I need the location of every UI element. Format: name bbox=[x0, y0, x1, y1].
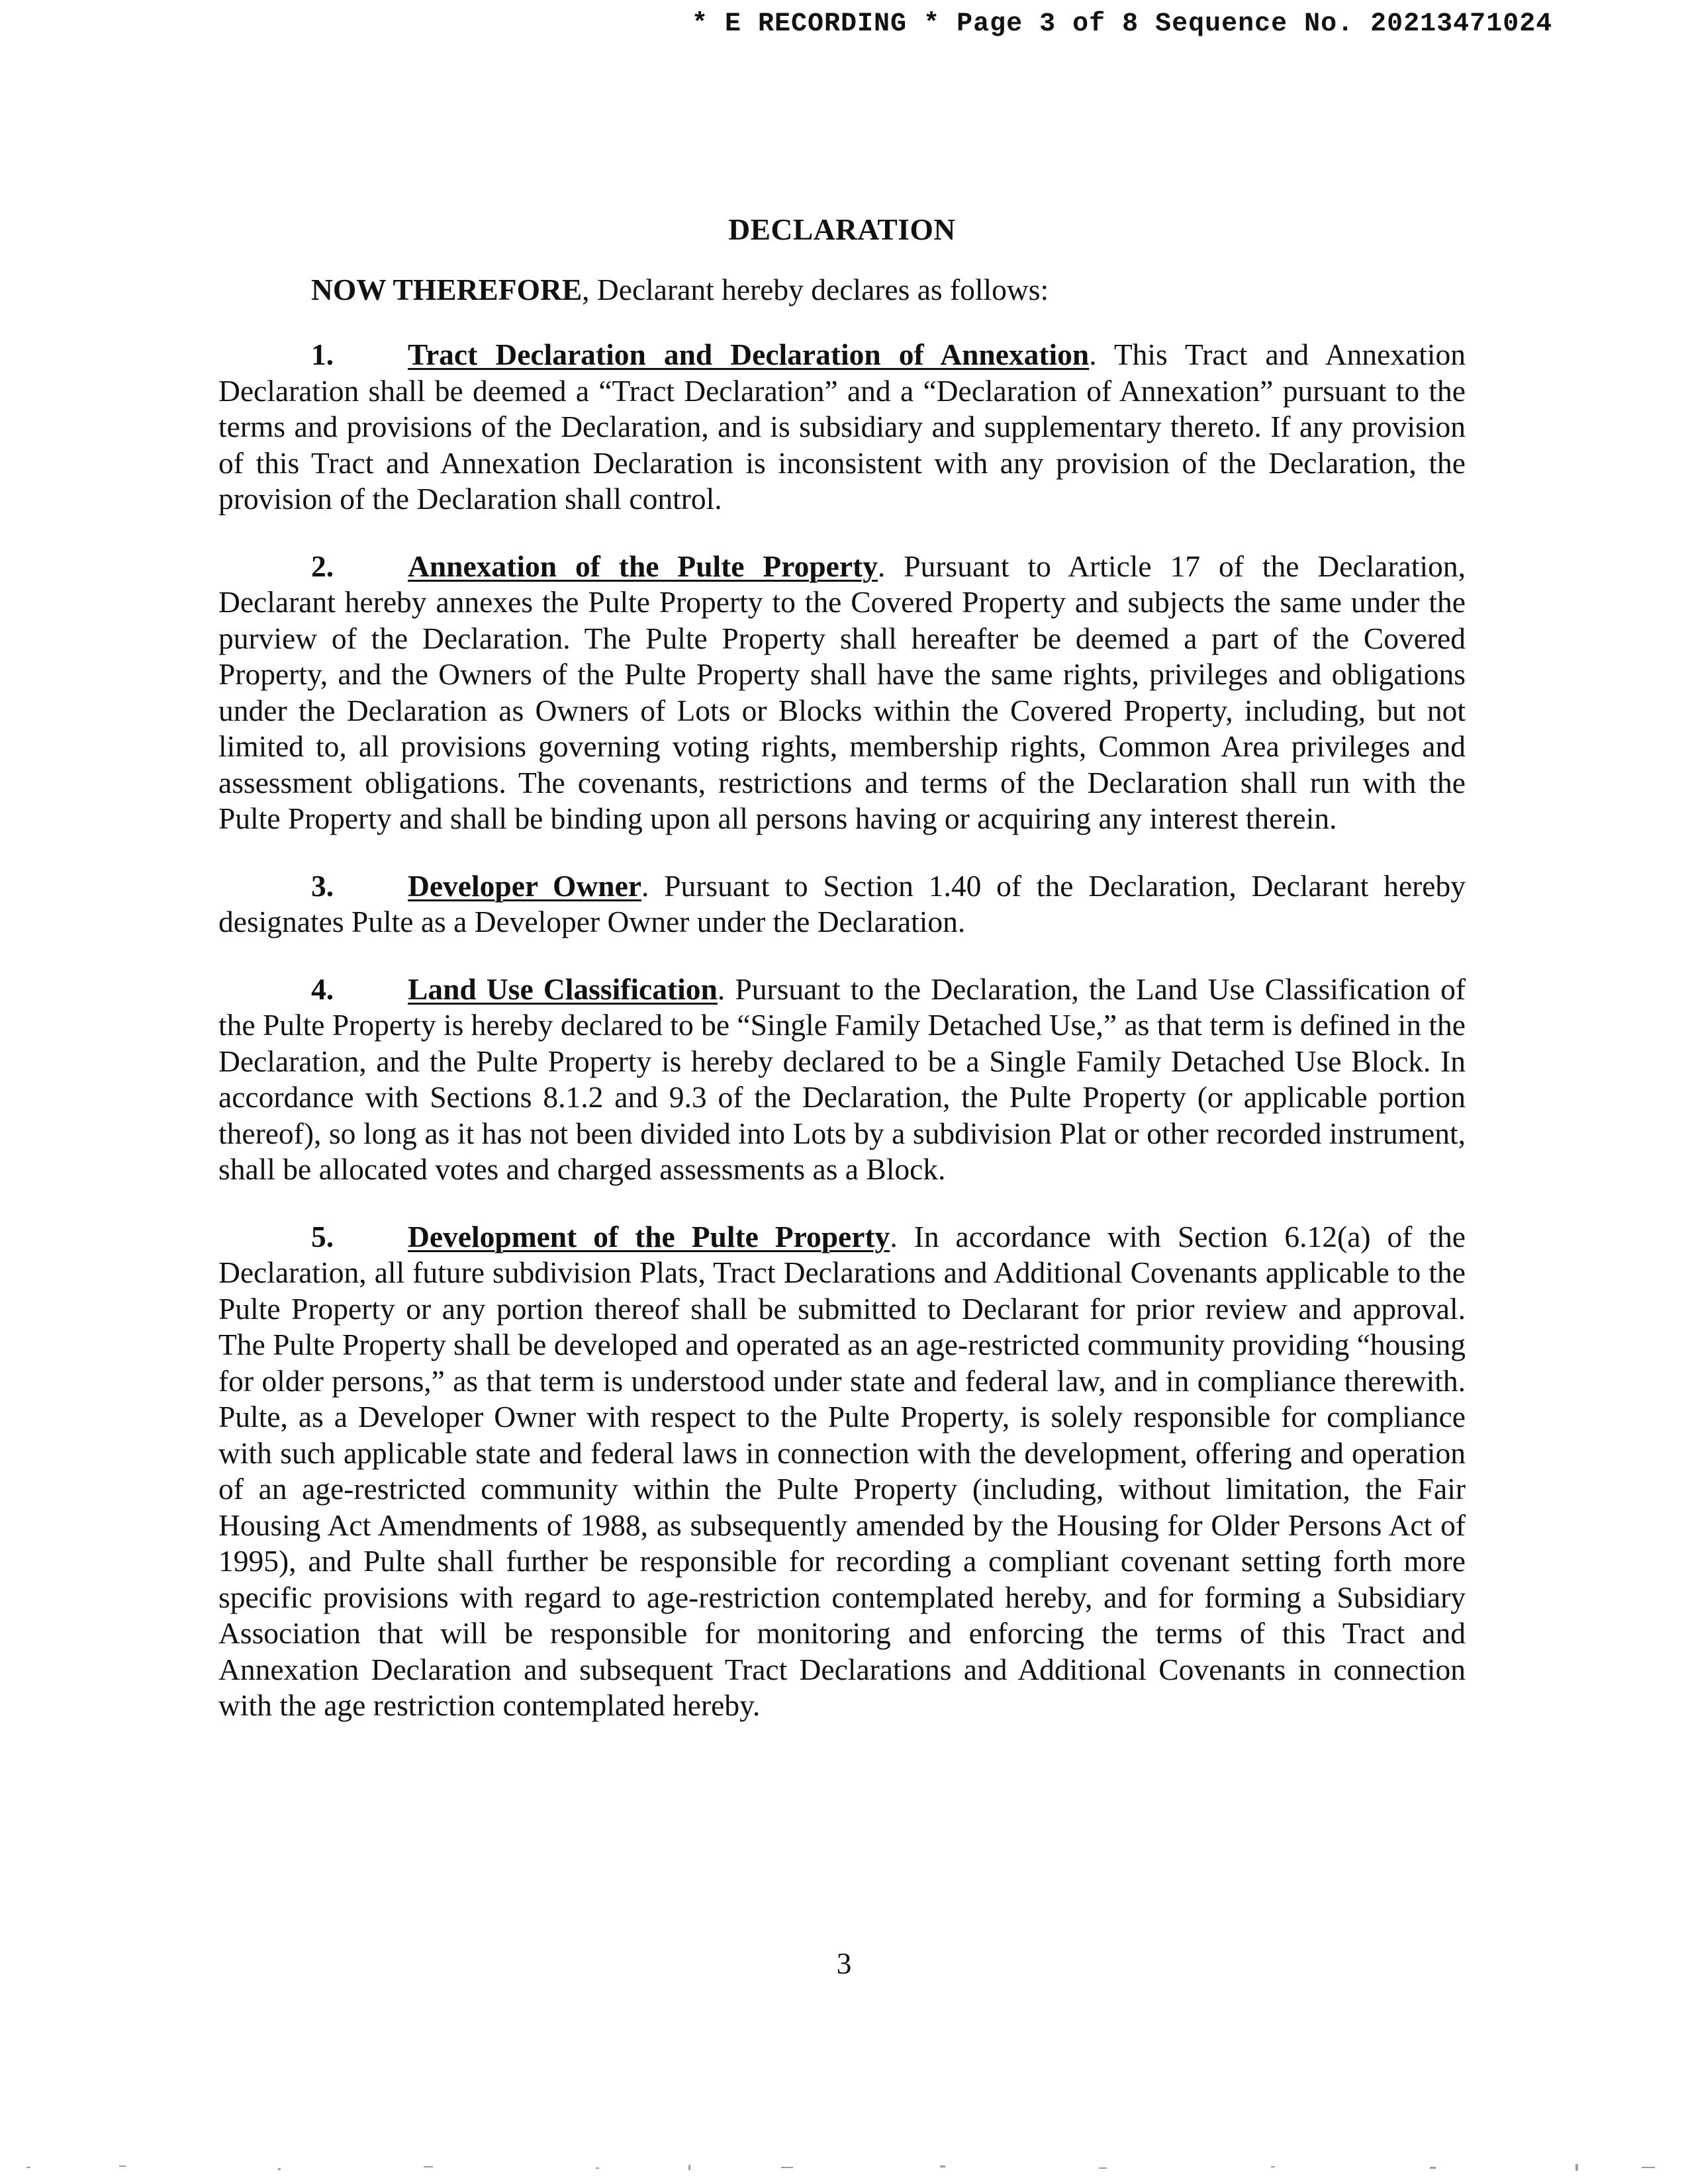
section-text: . Pursuant to Article 17 of the Declaration, Declarant hereby annexes the Pulte Property to the Covered Property and subjects the same under the purview of the Declaration. The Pulte Property shall hereafter be deemed a part of the Covered Property, and the Owners of the Pulte Property shall have the same rights, privileges and obligations under the Declaration as Owners of Lots or Blocks within the Covered Property, including, but not limited to, all provisions governing voting rights, membership rights, Common Area privileges and assessment obligations. The covenants, restrictions and terms of the Declaration shall run with the Pulte Property and shall be binding upon all persons having or acquiring any interest therein. bbox=[218, 549, 1466, 835]
section-heading: Developer Owner bbox=[408, 868, 642, 903]
scan-artifact-strip bbox=[0, 2159, 1688, 2175]
section-number: 3. bbox=[311, 868, 334, 903]
section-heading: Land Use Classification bbox=[408, 972, 718, 1006]
section-text: . Pursuant to the Declaration, the Land Use Classification of the Pulte Property is hereby declared to be “Single Family Detached Use,” as that term is defined in the Declaration, and the Pulte Property is hereby declared to be a Single Family Detached Use Block. In accordance with Sections 8.1.2 and 9.3 of the Declaration, the Pulte Property (or applicable portion thereof), so long as it has not been divided into Lots by a subdivision Plat or other recorded instrument, shall be allocated votes and charged assessments as a Block. bbox=[218, 972, 1466, 1186]
section-text: . Pursuant to Section 1.40 of the Declaration, Declarant hereby designates Pulte as a Developer Owner under the Declaration. bbox=[218, 868, 1466, 938]
section-heading: Development of the Pulte Property bbox=[408, 1219, 890, 1253]
intro-text: , Declarant hereby declares as follows: bbox=[582, 272, 1049, 306]
section-1 bbox=[218, 337, 1466, 518]
section-text: . This Tract and Annexation Declaration shall be deemed a “Tract Declaration” and a “Declaration of Annexation” pursuant to the terms and provisions of the Declaration, and is subsidiary and supplementary thereto. If any provision of this Tract and Annexation Declaration is inconsistent with any provision of the Declaration, the provision of the Declaration shall control. bbox=[218, 338, 1466, 516]
section-5 bbox=[218, 1219, 1466, 1724]
intro-bold-lead: NOW THEREFORE bbox=[311, 272, 583, 306]
scan-speckles bbox=[26, 2164, 1655, 2171]
section-text: . In accordance with Section 6.12(a) of the Declaration, all future subdivision Plats, Tract Declarations and Additional Covenants applicable to the Pulte Property or any portion thereof shall be submitted to Declarant for prior review and approval. The Pulte Property shall be developed and operated as an age-restricted community providing “housing for older persons,” as that term is understood under state and federal law, and in compliance therewith. Pulte, as a Developer Owner with respect to the Pulte Property, is solely responsible for compliance with such applicable state and federal laws in connection with the development, offering and operation of an age-restricted community within the Pulte Property (including, without limitation, the Fair Housing Act Amendments of 1988, as subsequently amended by the Housing for Older Persons Act of 1995), and Pulte shall further be responsible for recording a compliant covenant setting forth more specific provisions with regard to age-restriction contemplated hereby, and for forming a Subsidiary Association that will be responsible for monitoring and enforcing the terms of this Tract and Annexation Declaration and subsequent Tract Declarations and Additional Covenants in connection with the age restriction contemplated hereby. bbox=[218, 1219, 1466, 1722]
section-heading: Annexation of the Pulte Property bbox=[408, 549, 878, 583]
section-number: 1. bbox=[311, 338, 334, 371]
section-number: 5. bbox=[311, 1219, 334, 1253]
section-2 bbox=[218, 549, 1466, 837]
intro-paragraph bbox=[218, 272, 1466, 308]
section-heading: Tract Declaration and Declaration of Annexation bbox=[408, 338, 1090, 371]
document-title: DECLARATION bbox=[728, 212, 956, 246]
recording-stamp: * E RECORDING * Page 3 of 8 Sequence No. 20213471024 bbox=[692, 9, 1553, 39]
document-body bbox=[218, 212, 1466, 1755]
section-3 bbox=[218, 868, 1466, 940]
section-number: 2. bbox=[311, 549, 334, 583]
section-4 bbox=[218, 972, 1466, 1188]
section-number: 4. bbox=[311, 972, 334, 1006]
page-number: 3 bbox=[836, 1946, 852, 1980]
